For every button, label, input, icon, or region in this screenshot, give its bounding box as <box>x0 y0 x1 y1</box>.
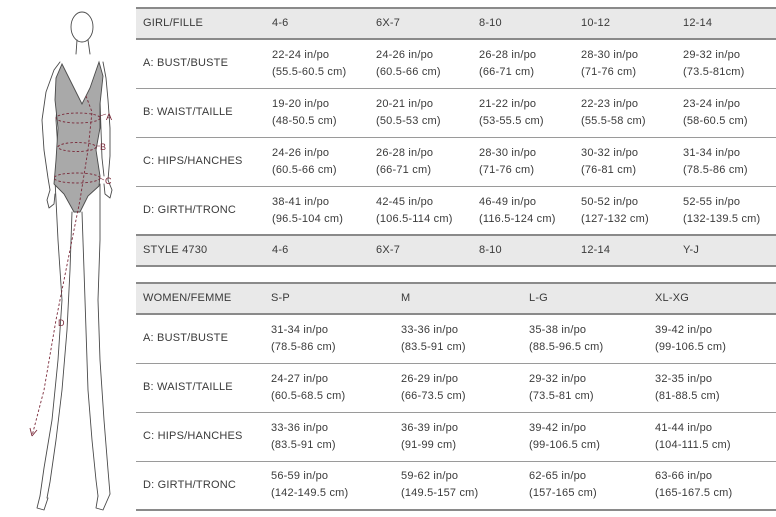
cell-inches: 23-24 in/po <box>683 97 741 110</box>
cell-cm: (78.5-86 cm) <box>271 340 336 353</box>
cell-inches: 36-39 in/po <box>401 421 459 434</box>
cell-cm: (96.5-104 cm) <box>272 212 344 225</box>
cell-cm: (66-73.5 cm) <box>401 389 466 402</box>
cell-cm: (165-167.5 cm) <box>655 487 733 500</box>
cell-cm: (55.5-58 cm) <box>581 114 646 127</box>
header-cell: XL-XG <box>649 283 776 314</box>
cell-cm: (157-165 cm) <box>529 487 597 500</box>
figure-right-arm-inner <box>100 100 107 176</box>
cell-inches: 31-34 in/po <box>683 146 741 159</box>
table-cell <box>575 137 677 186</box>
cell-inches: 20-21 in/po <box>376 97 434 110</box>
girls-size-table <box>136 7 776 236</box>
style-row <box>136 235 776 266</box>
table-cell <box>395 412 523 461</box>
figure-illustration <box>0 0 134 517</box>
table-row <box>136 88 776 137</box>
cell-inches: 52-55 in/po <box>683 195 741 208</box>
figure-bodysuit <box>54 62 103 212</box>
table-cell <box>473 186 575 235</box>
header-cell: GIRL/FILLE <box>136 8 266 39</box>
cell-inches: 33-36 in/po <box>401 323 459 336</box>
table-cell <box>473 88 575 137</box>
cell-inches: 30-32 in/po <box>581 146 639 159</box>
table-cell <box>265 461 395 510</box>
cell-cm: (81-88.5 cm) <box>655 389 720 402</box>
table-cell <box>473 137 575 186</box>
style-size: Y-J <box>677 235 776 266</box>
marker-b: B <box>100 142 107 152</box>
table-cell <box>677 39 776 88</box>
cell-inches: 24-26 in/po <box>376 48 434 61</box>
figure-left-foot <box>37 496 48 510</box>
body-measurement-figure <box>0 0 134 517</box>
cell-inches: 46-49 in/po <box>479 195 537 208</box>
cell-inches: 33-36 in/po <box>271 421 329 434</box>
header-cell: 12-14 <box>677 8 776 39</box>
cell-inches: 19-20 in/po <box>272 97 330 110</box>
table-cell <box>677 137 776 186</box>
table-cell <box>575 186 677 235</box>
cell-inches: 22-23 in/po <box>581 97 639 110</box>
cell-inches: 22-24 in/po <box>272 48 330 61</box>
row-label: B: WAIST/TAILLE <box>136 88 266 137</box>
table-cell <box>523 314 649 363</box>
row-label: A: BUST/BUSTE <box>136 314 265 363</box>
cell-cm: (73.5-81 cm) <box>529 389 594 402</box>
cell-cm: (50.5-53 cm) <box>376 114 441 127</box>
header-cell: 4-6 <box>266 8 370 39</box>
table-cell <box>473 39 575 88</box>
table-row <box>136 186 776 235</box>
table-cell <box>370 186 473 235</box>
table-row <box>136 137 776 186</box>
cell-cm: (60.5-66 cm) <box>376 65 441 78</box>
header-cell: WOMEN/FEMME <box>136 283 265 314</box>
style-size: 8-10 <box>473 235 575 266</box>
header-cell: L-G <box>523 283 649 314</box>
table-row <box>136 412 776 461</box>
table-row <box>136 461 776 510</box>
cell-inches: 62-65 in/po <box>529 470 587 483</box>
style-size: 6X-7 <box>370 235 473 266</box>
table-cell <box>265 314 395 363</box>
style-label: STYLE 4730 <box>136 235 266 266</box>
figure-right-leg-outer <box>98 184 110 494</box>
table-cell <box>523 363 649 412</box>
cell-cm: (83.5-91 cm) <box>401 340 466 353</box>
row-label: B: WAIST/TAILLE <box>136 363 265 412</box>
cell-cm: (127-132 cm) <box>581 212 649 225</box>
cell-cm: (99-106.5 cm) <box>655 340 727 353</box>
cell-inches: 32-35 in/po <box>655 372 713 385</box>
cell-inches: 59-62 in/po <box>401 470 459 483</box>
cell-inches: 21-22 in/po <box>479 97 537 110</box>
cell-cm: (104-111.5 cm) <box>655 438 731 451</box>
cell-cm: (55.5-60.5 cm) <box>272 65 347 78</box>
cell-inches: 56-59 in/po <box>271 470 329 483</box>
figure-left-leg-inner <box>47 212 72 498</box>
cell-inches: 38-41 in/po <box>272 195 330 208</box>
marker-d: D <box>58 318 65 328</box>
table-cell <box>677 186 776 235</box>
table-cell <box>677 88 776 137</box>
cell-cm: (106.5-114 cm) <box>376 212 453 225</box>
cell-cm: (60.5-68.5 cm) <box>271 389 346 402</box>
cell-inches: 29-32 in/po <box>529 372 587 385</box>
cell-cm: (66-71 cm) <box>479 65 535 78</box>
cell-cm: (83.5-91 cm) <box>271 438 336 451</box>
header-cell: M <box>395 283 523 314</box>
cell-inches: 24-27 in/po <box>271 372 329 385</box>
cell-cm: (99-106.5 cm) <box>529 438 601 451</box>
cell-cm: (142-149.5 cm) <box>271 487 349 500</box>
header-cell: 6X-7 <box>370 8 473 39</box>
table-cell <box>395 461 523 510</box>
table-row <box>136 39 776 88</box>
table-header-row <box>136 283 776 314</box>
cell-inches: 26-28 in/po <box>376 146 434 159</box>
marker-a: A <box>106 112 113 122</box>
table-row <box>136 363 776 412</box>
figure-left-leg-outer <box>40 180 62 496</box>
cell-inches: 24-26 in/po <box>272 146 330 159</box>
table-row <box>136 314 776 363</box>
table-cell <box>649 363 776 412</box>
row-label: A: BUST/BUSTE <box>136 39 266 88</box>
header-cell: 8-10 <box>473 8 575 39</box>
cell-inches: 29-32 in/po <box>683 48 741 61</box>
table-cell <box>395 363 523 412</box>
cell-inches: 39-42 in/po <box>529 421 587 434</box>
cell-cm: (91-99 cm) <box>401 438 457 451</box>
cell-inches: 41-44 in/po <box>655 421 713 434</box>
table-cell <box>575 88 677 137</box>
cell-cm: (73.5-81cm) <box>683 65 745 78</box>
cell-inches: 35-38 in/po <box>529 323 587 336</box>
header-cell: 10-12 <box>575 8 677 39</box>
cell-cm: (60.5-66 cm) <box>272 163 337 176</box>
table-cell <box>265 363 395 412</box>
cell-cm: (76-81 cm) <box>581 163 637 176</box>
style-size: 4-6 <box>266 235 370 266</box>
style-size-row-table <box>136 234 776 267</box>
cell-cm: (88.5-96.5 cm) <box>529 340 604 353</box>
row-label: D: GIRTH/TRONC <box>136 461 265 510</box>
cell-cm: (149.5-157 cm) <box>401 487 479 500</box>
table-cell <box>649 314 776 363</box>
row-label: C: HIPS/HANCHES <box>136 412 265 461</box>
table-cell <box>649 461 776 510</box>
cell-cm: (116.5-124 cm) <box>479 212 556 225</box>
table-cell <box>265 412 395 461</box>
cell-cm: (66-71 cm) <box>376 163 432 176</box>
figure-left-hand <box>47 190 55 208</box>
table-cell <box>266 186 370 235</box>
style-size: 12-14 <box>575 235 677 266</box>
table-cell <box>370 88 473 137</box>
cell-inches: 26-29 in/po <box>401 372 459 385</box>
cell-inches: 39-42 in/po <box>655 323 713 336</box>
cell-cm: (53-55.5 cm) <box>479 114 544 127</box>
table-cell <box>395 314 523 363</box>
cell-inches: 63-66 in/po <box>655 470 713 483</box>
table-cell <box>266 137 370 186</box>
cell-inches: 42-45 in/po <box>376 195 434 208</box>
cell-inches: 31-34 in/po <box>271 323 329 336</box>
cell-inches: 28-30 in/po <box>479 146 537 159</box>
table-cell <box>523 461 649 510</box>
cell-inches: 28-30 in/po <box>581 48 639 61</box>
cell-cm: (132-139.5 cm) <box>683 212 761 225</box>
table-cell <box>266 39 370 88</box>
women-size-table <box>136 282 776 511</box>
table-cell <box>575 39 677 88</box>
figure-head <box>71 12 93 42</box>
cell-inches: 50-52 in/po <box>581 195 639 208</box>
row-label: C: HIPS/HANCHES <box>136 137 266 186</box>
header-cell: S-P <box>265 283 395 314</box>
cell-cm: (78.5-86 cm) <box>683 163 748 176</box>
cell-cm: (48-50.5 cm) <box>272 114 337 127</box>
row-label: D: GIRTH/TRONC <box>136 186 266 235</box>
table-cell <box>523 412 649 461</box>
table-cell <box>266 88 370 137</box>
figure-right-leg-inner <box>82 212 98 496</box>
figure-right-foot <box>96 494 110 510</box>
table-cell <box>370 137 473 186</box>
table-cell <box>370 39 473 88</box>
cell-inches: 26-28 in/po <box>479 48 537 61</box>
cell-cm: (58-60.5 cm) <box>683 114 748 127</box>
table-cell <box>649 412 776 461</box>
cell-cm: (71-76 cm) <box>581 65 637 78</box>
table-header-row <box>136 8 776 39</box>
marker-c: C <box>105 176 112 186</box>
cell-cm: (71-76 cm) <box>479 163 535 176</box>
